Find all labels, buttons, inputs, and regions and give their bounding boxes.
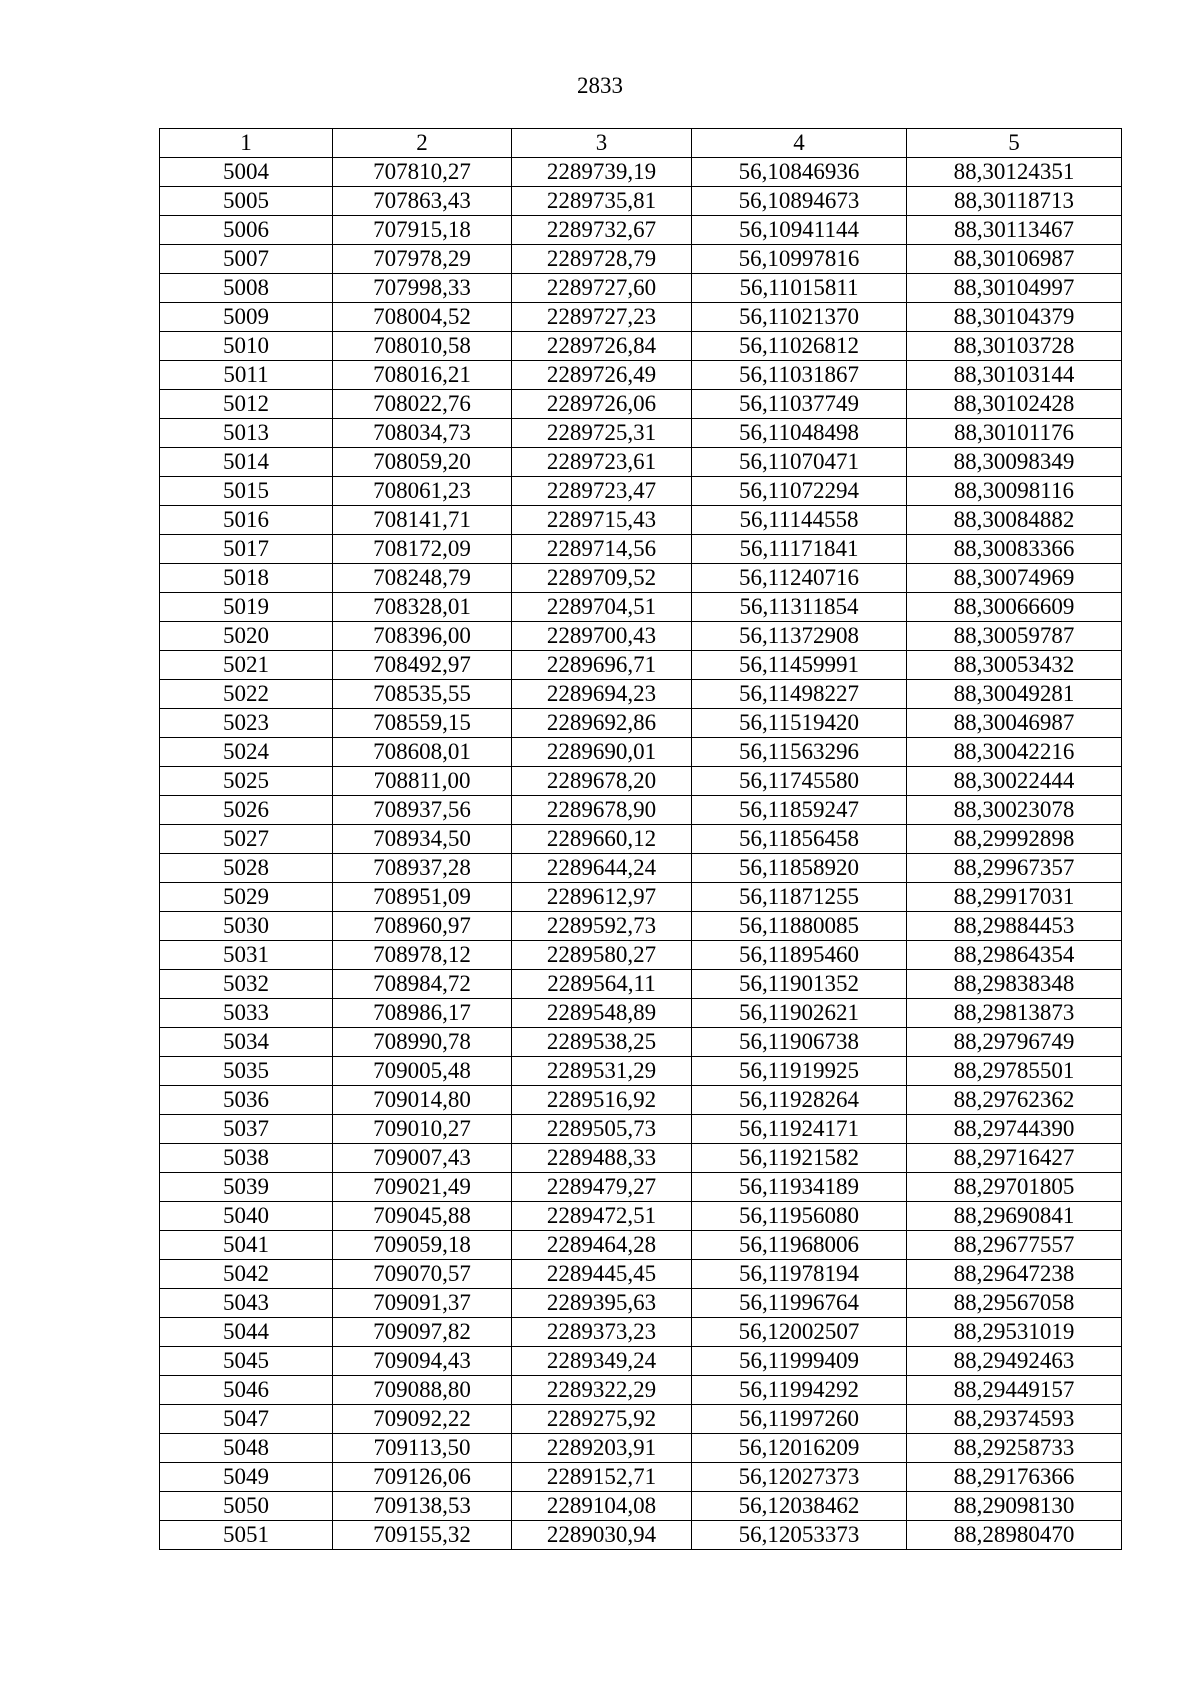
table-cell: 709007,43 [333, 1144, 512, 1173]
table-cell: 5019 [160, 593, 333, 622]
table-cell: 2289727,60 [512, 274, 692, 303]
table-cell: 707998,33 [333, 274, 512, 303]
table-row [160, 796, 1122, 825]
table-row [160, 1347, 1122, 1376]
table-cell: 88,29531019 [907, 1318, 1122, 1347]
table-cell: 709005,48 [333, 1057, 512, 1086]
table-cell: 5025 [160, 767, 333, 796]
table-cell: 88,28980470 [907, 1521, 1122, 1550]
table-cell: 88,29864354 [907, 941, 1122, 970]
table-cell: 2289735,81 [512, 187, 692, 216]
table-cell: 56,11048498 [692, 419, 907, 448]
table-cell: 2289690,01 [512, 738, 692, 767]
table-cell: 88,30113467 [907, 216, 1122, 245]
table-cell: 5020 [160, 622, 333, 651]
table-cell: 88,29785501 [907, 1057, 1122, 1086]
table-cell: 708984,72 [333, 970, 512, 999]
table-row [160, 1260, 1122, 1289]
table-cell: 709088,80 [333, 1376, 512, 1405]
table-cell: 88,30103144 [907, 361, 1122, 390]
table-row [160, 303, 1122, 332]
table-cell: 5016 [160, 506, 333, 535]
table-row [160, 477, 1122, 506]
table-cell: 2289694,23 [512, 680, 692, 709]
table-cell: 2289728,79 [512, 245, 692, 274]
table-cell: 56,11519420 [692, 709, 907, 738]
table-row [160, 1173, 1122, 1202]
table-row [160, 1231, 1122, 1260]
table-cell: 56,11978194 [692, 1260, 907, 1289]
table-cell: 56,10941144 [692, 216, 907, 245]
table-header [160, 129, 1122, 158]
table-cell: 5041 [160, 1231, 333, 1260]
table-row [160, 1405, 1122, 1434]
table-cell: 5047 [160, 1405, 333, 1434]
table-cell: 709021,49 [333, 1173, 512, 1202]
table-cell: 2289696,71 [512, 651, 692, 680]
table-cell: 5033 [160, 999, 333, 1028]
table-cell: 708535,55 [333, 680, 512, 709]
table-cell: 2289479,27 [512, 1173, 692, 1202]
table-row [160, 999, 1122, 1028]
table-cell: 88,29744390 [907, 1115, 1122, 1144]
table-row [160, 187, 1122, 216]
table-cell: 88,30023078 [907, 796, 1122, 825]
table-cell: 708492,97 [333, 651, 512, 680]
table-row [160, 1144, 1122, 1173]
table-row [160, 1028, 1122, 1057]
table-cell: 56,11871255 [692, 883, 907, 912]
table-cell: 56,11072294 [692, 477, 907, 506]
table-cell: 5043 [160, 1289, 333, 1318]
table-cell: 2289714,56 [512, 535, 692, 564]
table-cell: 5021 [160, 651, 333, 680]
table-cell: 5029 [160, 883, 333, 912]
table-cell: 5005 [160, 187, 333, 216]
table-row [160, 1318, 1122, 1347]
table-cell: 88,29176366 [907, 1463, 1122, 1492]
table-cell: 709010,27 [333, 1115, 512, 1144]
table-cell: 56,11037749 [692, 390, 907, 419]
table-row [160, 216, 1122, 245]
table-cell: 88,30074969 [907, 564, 1122, 593]
table-cell: 88,30022444 [907, 767, 1122, 796]
table-cell: 5018 [160, 564, 333, 593]
table-cell: 56,11745580 [692, 767, 907, 796]
table-cell: 88,29992898 [907, 825, 1122, 854]
table-cell: 88,29567058 [907, 1289, 1122, 1318]
table-row [160, 709, 1122, 738]
table-cell: 5039 [160, 1173, 333, 1202]
table-cell: 56,11856458 [692, 825, 907, 854]
table-cell: 5045 [160, 1347, 333, 1376]
table-cell: 88,30098349 [907, 448, 1122, 477]
table-cell: 88,29098130 [907, 1492, 1122, 1521]
table-cell: 56,11996764 [692, 1289, 907, 1318]
table-cell: 2289739,19 [512, 158, 692, 187]
table-cell: 56,11901352 [692, 970, 907, 999]
table-cell: 2289726,84 [512, 332, 692, 361]
table-cell: 2289700,43 [512, 622, 692, 651]
table-cell: 5009 [160, 303, 333, 332]
table-cell: 708141,71 [333, 506, 512, 535]
table-cell: 88,30103728 [907, 332, 1122, 361]
table-row [160, 854, 1122, 883]
table-cell: 2289564,11 [512, 970, 692, 999]
table-cell: 56,11311854 [692, 593, 907, 622]
table-cell: 709126,06 [333, 1463, 512, 1492]
table-cell: 708990,78 [333, 1028, 512, 1057]
table-row [160, 1492, 1122, 1521]
table-cell: 708004,52 [333, 303, 512, 332]
table-cell: 708248,79 [333, 564, 512, 593]
table-body [160, 158, 1122, 1550]
table-cell: 56,11372908 [692, 622, 907, 651]
table-cell: 5015 [160, 477, 333, 506]
table-cell: 2289104,08 [512, 1492, 692, 1521]
table-row [160, 419, 1122, 448]
table-cell: 56,11928264 [692, 1086, 907, 1115]
table-row [160, 1289, 1122, 1318]
table-cell: 88,30042216 [907, 738, 1122, 767]
table-cell: 708328,01 [333, 593, 512, 622]
table-cell: 5017 [160, 535, 333, 564]
table-cell: 2289373,23 [512, 1318, 692, 1347]
table-row [160, 593, 1122, 622]
table-cell: 5040 [160, 1202, 333, 1231]
table-cell: 708022,76 [333, 390, 512, 419]
table-cell: 5007 [160, 245, 333, 274]
table-cell: 5048 [160, 1434, 333, 1463]
table-row [160, 970, 1122, 999]
table-cell: 2289445,45 [512, 1260, 692, 1289]
table-cell: 56,12016209 [692, 1434, 907, 1463]
table-cell: 708960,97 [333, 912, 512, 941]
table-cell: 56,12053373 [692, 1521, 907, 1550]
table-cell: 56,12038462 [692, 1492, 907, 1521]
table-cell: 5004 [160, 158, 333, 187]
column-header: 2 [333, 129, 512, 158]
table-cell: 708811,00 [333, 767, 512, 796]
table-cell: 2289516,92 [512, 1086, 692, 1115]
table-row [160, 1086, 1122, 1115]
table-cell: 56,12002507 [692, 1318, 907, 1347]
table-row [160, 361, 1122, 390]
table-cell: 5023 [160, 709, 333, 738]
column-header: 1 [160, 129, 333, 158]
table-row [160, 332, 1122, 361]
table-cell: 708986,17 [333, 999, 512, 1028]
table-cell: 88,29647238 [907, 1260, 1122, 1289]
table-row [160, 622, 1122, 651]
table-cell: 88,29677557 [907, 1231, 1122, 1260]
table-cell: 56,11144558 [692, 506, 907, 535]
table-cell: 5050 [160, 1492, 333, 1521]
table-cell: 708396,00 [333, 622, 512, 651]
table-cell: 707810,27 [333, 158, 512, 187]
table-cell: 708951,09 [333, 883, 512, 912]
table-cell: 88,29796749 [907, 1028, 1122, 1057]
table-cell: 5044 [160, 1318, 333, 1347]
table-cell: 709045,88 [333, 1202, 512, 1231]
table-cell: 2289030,94 [512, 1521, 692, 1550]
table-cell: 2289464,28 [512, 1231, 692, 1260]
table-cell: 2289732,67 [512, 216, 692, 245]
table-cell: 56,11895460 [692, 941, 907, 970]
table-cell: 88,29813873 [907, 999, 1122, 1028]
table-cell: 88,30049281 [907, 680, 1122, 709]
table-row [160, 245, 1122, 274]
table-row [160, 738, 1122, 767]
table-cell: 707915,18 [333, 216, 512, 245]
table-cell: 2289275,92 [512, 1405, 692, 1434]
table-cell: 56,11902621 [692, 999, 907, 1028]
table-cell: 56,11240716 [692, 564, 907, 593]
table-cell: 708978,12 [333, 941, 512, 970]
table-cell: 56,11171841 [692, 535, 907, 564]
table-cell: 88,29492463 [907, 1347, 1122, 1376]
table-cell: 2289726,49 [512, 361, 692, 390]
table-cell: 88,30104997 [907, 274, 1122, 303]
table-cell: 709014,80 [333, 1086, 512, 1115]
table-cell: 709097,82 [333, 1318, 512, 1347]
table-cell: 2289723,61 [512, 448, 692, 477]
table-cell: 2289538,25 [512, 1028, 692, 1057]
table-cell: 5028 [160, 854, 333, 883]
table-cell: 5030 [160, 912, 333, 941]
header-row [160, 129, 1122, 158]
table-cell: 5046 [160, 1376, 333, 1405]
table-cell: 56,11015811 [692, 274, 907, 303]
table-cell: 2289726,06 [512, 390, 692, 419]
table-cell: 709155,32 [333, 1521, 512, 1550]
table-cell: 5042 [160, 1260, 333, 1289]
table-cell: 5038 [160, 1144, 333, 1173]
table-row [160, 158, 1122, 187]
table-cell: 2289723,47 [512, 477, 692, 506]
column-header: 3 [512, 129, 692, 158]
table-cell: 56,11906738 [692, 1028, 907, 1057]
table-row [160, 390, 1122, 419]
table-cell: 88,30098116 [907, 477, 1122, 506]
table-cell: 5014 [160, 448, 333, 477]
table-cell: 88,29449157 [907, 1376, 1122, 1405]
table-cell: 708608,01 [333, 738, 512, 767]
table-cell: 5051 [160, 1521, 333, 1550]
table-row [160, 825, 1122, 854]
table-cell: 2289660,12 [512, 825, 692, 854]
table-row [160, 1521, 1122, 1550]
table-cell: 5006 [160, 216, 333, 245]
table-row [160, 1434, 1122, 1463]
table-row [160, 883, 1122, 912]
table-cell: 2289678,20 [512, 767, 692, 796]
table-cell: 5026 [160, 796, 333, 825]
table-cell: 708172,09 [333, 535, 512, 564]
table-cell: 709092,22 [333, 1405, 512, 1434]
table-cell: 56,11968006 [692, 1231, 907, 1260]
table-cell: 707863,43 [333, 187, 512, 216]
table-cell: 88,30104379 [907, 303, 1122, 332]
table-cell: 707978,29 [333, 245, 512, 274]
table-cell: 56,11997260 [692, 1405, 907, 1434]
table-row [160, 680, 1122, 709]
table-cell: 2289709,52 [512, 564, 692, 593]
table-cell: 56,11858920 [692, 854, 907, 883]
table-cell: 56,11498227 [692, 680, 907, 709]
coordinates-table [159, 128, 1122, 1550]
table-cell: 2289488,33 [512, 1144, 692, 1173]
table-cell: 88,29690841 [907, 1202, 1122, 1231]
table-cell: 5037 [160, 1115, 333, 1144]
table-cell: 56,11070471 [692, 448, 907, 477]
table-cell: 88,29967357 [907, 854, 1122, 883]
table-cell: 5011 [160, 361, 333, 390]
table-cell: 5032 [160, 970, 333, 999]
table-cell: 2289715,43 [512, 506, 692, 535]
table-cell: 708059,20 [333, 448, 512, 477]
table-cell: 88,30084882 [907, 506, 1122, 535]
table-cell: 88,29917031 [907, 883, 1122, 912]
table-cell: 2289203,91 [512, 1434, 692, 1463]
table-cell: 709094,43 [333, 1347, 512, 1376]
table-cell: 2289531,29 [512, 1057, 692, 1086]
table-cell: 56,11563296 [692, 738, 907, 767]
table-row [160, 1463, 1122, 1492]
table-cell: 56,11021370 [692, 303, 907, 332]
table-cell: 709138,53 [333, 1492, 512, 1521]
table-cell: 709091,37 [333, 1289, 512, 1318]
table-cell: 2289395,63 [512, 1289, 692, 1318]
table-cell: 2289678,90 [512, 796, 692, 825]
table-cell: 2289644,24 [512, 854, 692, 883]
table-row [160, 274, 1122, 303]
table-cell: 56,11880085 [692, 912, 907, 941]
table-cell: 2289592,73 [512, 912, 692, 941]
table-row [160, 564, 1122, 593]
column-header: 5 [907, 129, 1122, 158]
table-cell: 2289548,89 [512, 999, 692, 1028]
table-row [160, 1202, 1122, 1231]
table-cell: 56,10846936 [692, 158, 907, 187]
table-cell: 88,29716427 [907, 1144, 1122, 1173]
table-cell: 56,11031867 [692, 361, 907, 390]
table-cell: 5036 [160, 1086, 333, 1115]
table-cell: 2289725,31 [512, 419, 692, 448]
table-cell: 88,30083366 [907, 535, 1122, 564]
table-cell: 88,29884453 [907, 912, 1122, 941]
table-cell: 5031 [160, 941, 333, 970]
table-cell: 2289612,97 [512, 883, 692, 912]
table-cell: 56,11459991 [692, 651, 907, 680]
table-cell: 5034 [160, 1028, 333, 1057]
table-cell: 708559,15 [333, 709, 512, 738]
table-cell: 56,11026812 [692, 332, 907, 361]
table-cell: 88,30106987 [907, 245, 1122, 274]
table-cell: 708061,23 [333, 477, 512, 506]
table-cell: 709113,50 [333, 1434, 512, 1463]
table-cell: 5012 [160, 390, 333, 419]
table-cell: 88,30101176 [907, 419, 1122, 448]
table-cell: 88,30066609 [907, 593, 1122, 622]
table-cell: 5049 [160, 1463, 333, 1492]
table-cell: 88,30124351 [907, 158, 1122, 187]
table-row [160, 912, 1122, 941]
table-cell: 56,12027373 [692, 1463, 907, 1492]
table-row [160, 651, 1122, 680]
table-cell: 88,29258733 [907, 1434, 1122, 1463]
table-cell: 88,29374593 [907, 1405, 1122, 1434]
table-cell: 56,11919925 [692, 1057, 907, 1086]
table-row [160, 1115, 1122, 1144]
table-cell: 88,30053432 [907, 651, 1122, 680]
table-cell: 56,11956080 [692, 1202, 907, 1231]
table-cell: 5010 [160, 332, 333, 361]
table-row [160, 506, 1122, 535]
table-cell: 5013 [160, 419, 333, 448]
table-cell: 88,30118713 [907, 187, 1122, 216]
table-cell: 88,30102428 [907, 390, 1122, 419]
table-row [160, 1376, 1122, 1405]
table-cell: 2289580,27 [512, 941, 692, 970]
table-cell: 88,30059787 [907, 622, 1122, 651]
table-cell: 56,10997816 [692, 245, 907, 274]
table-cell: 708010,58 [333, 332, 512, 361]
table-cell: 88,29838348 [907, 970, 1122, 999]
table-cell: 709059,18 [333, 1231, 512, 1260]
table-cell: 88,29762362 [907, 1086, 1122, 1115]
table-cell: 5022 [160, 680, 333, 709]
table-row [160, 1057, 1122, 1086]
table-cell: 56,11994292 [692, 1376, 907, 1405]
table-cell: 56,11934189 [692, 1173, 907, 1202]
table-row [160, 535, 1122, 564]
table-row [160, 941, 1122, 970]
table-cell: 708034,73 [333, 419, 512, 448]
table-cell: 708937,56 [333, 796, 512, 825]
table-cell: 2289322,29 [512, 1376, 692, 1405]
table-row [160, 448, 1122, 477]
table-cell: 5008 [160, 274, 333, 303]
table-cell: 2289704,51 [512, 593, 692, 622]
table-cell: 56,10894673 [692, 187, 907, 216]
table-cell: 5035 [160, 1057, 333, 1086]
table-row [160, 767, 1122, 796]
table-cell: 2289727,23 [512, 303, 692, 332]
table-cell: 88,30046987 [907, 709, 1122, 738]
table-cell: 2289472,51 [512, 1202, 692, 1231]
table-cell: 2289692,86 [512, 709, 692, 738]
table-cell: 5027 [160, 825, 333, 854]
table-cell: 708934,50 [333, 825, 512, 854]
column-header: 4 [692, 129, 907, 158]
table-cell: 56,11924171 [692, 1115, 907, 1144]
table-cell: 2289505,73 [512, 1115, 692, 1144]
table-cell: 88,29701805 [907, 1173, 1122, 1202]
table-cell: 56,11921582 [692, 1144, 907, 1173]
table-cell: 708016,21 [333, 361, 512, 390]
table-cell: 2289349,24 [512, 1347, 692, 1376]
table-cell: 708937,28 [333, 854, 512, 883]
table-cell: 56,11999409 [692, 1347, 907, 1376]
table-cell: 709070,57 [333, 1260, 512, 1289]
table-cell: 2289152,71 [512, 1463, 692, 1492]
page-number: 2833 [577, 73, 623, 98]
table-cell: 5024 [160, 738, 333, 767]
table-cell: 56,11859247 [692, 796, 907, 825]
